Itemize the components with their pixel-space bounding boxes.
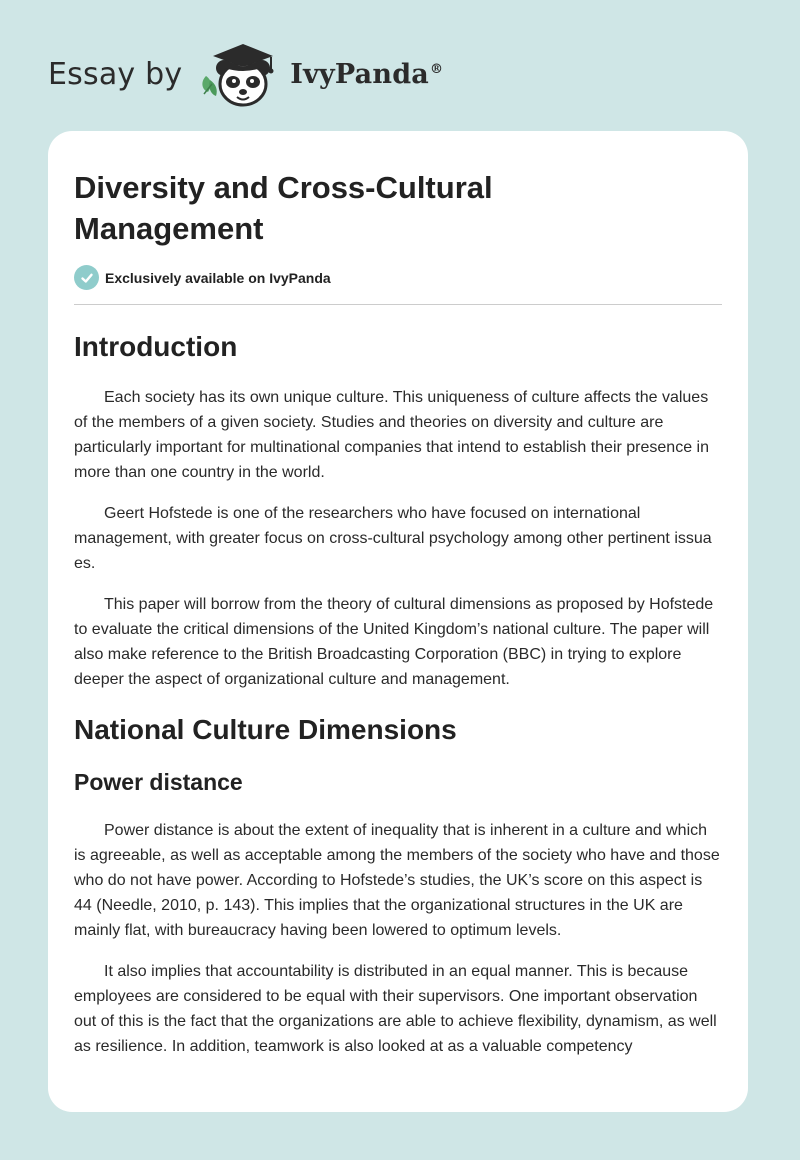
panda-graduate-icon — [198, 36, 284, 112]
article-title-line-2: Management — [74, 211, 264, 246]
paragraph: Geert Hofstede is one of the researchers who have focused on international management, with greater focus on cross-cultural psychology among other pertinent issua es. — [74, 505, 712, 572]
article-title — [74, 167, 722, 249]
trademark-symbol: ® — [429, 61, 444, 77]
brand-name-text: IvyPanda — [290, 58, 429, 90]
article-content — [48, 131, 748, 1059]
article-card — [48, 131, 748, 1112]
article-title-line-1: Diversity and Cross-Cultural — [74, 170, 493, 205]
subheading-power-distance: Power distance — [74, 769, 243, 795]
check-circle-icon — [74, 265, 99, 290]
brand-header[interactable] — [48, 36, 443, 112]
paragraph: Power distance is about the extent of inequality that is inherent in a culture and which is agreeable, as well as acceptable among the members of the society who have and those who do not have power. According to Hofstede’s studies, the UK’s score on this aspect is 44 (Needle, 2010, p. 143). This implies that the organizational structures in the UK are mainly flat, with bureaucracy having been lowered to optimum levels. — [74, 822, 720, 939]
badge-text: Exclusively available on IvyPanda — [105, 269, 331, 286]
paragraph: Each society has its own unique culture. This uniqueness of culture affects the values of the members of a given society. Studies and theories on diversity and culture are particularly important for multinational companies that intend to establish their presence in more than one country in the world. — [74, 389, 709, 481]
paragraph: This paper will borrow from the theory of cultural dimensions as proposed by Hofstede to evaluate the critical dimensions of the United Kingdom’s national culture. The paper will also make reference to the British Broadcasting Corporation (BBC) in trying to explore deeper the aspect of organizational culture and management. — [74, 596, 714, 688]
brand-name — [290, 59, 443, 90]
section-heading-national-culture: National Culture Dimensions — [74, 714, 457, 745]
exclusive-badge — [74, 265, 722, 290]
title-divider — [74, 304, 722, 305]
section-heading-introduction: Introduction — [74, 331, 238, 362]
checkmark-icon — [80, 271, 94, 285]
paragraph: It also implies that accountability is distributed in an equal manner. This is because employees are considered to be equal with their supervisors. One important observation out of this is the fact that the organizations are able to achieve flexibility, dynamism, as well as resilience. In addition, teamwork is also looked at as a valuable competency — [74, 963, 717, 1055]
brand-prefix: Essay by — [48, 56, 183, 92]
